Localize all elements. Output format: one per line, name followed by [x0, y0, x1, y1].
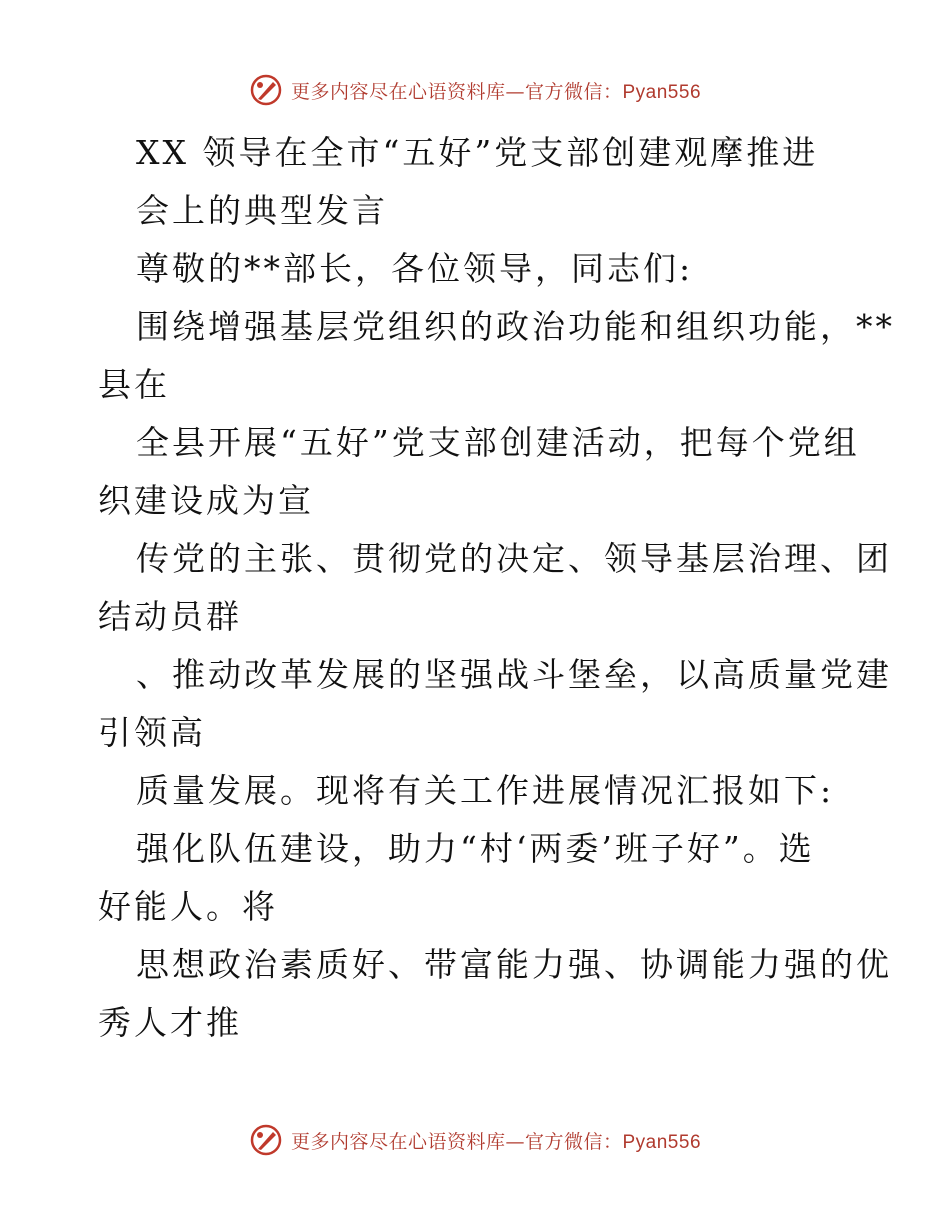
document-body — [98, 124, 895, 1052]
text-line: 质量发展。现将有关工作进展情况汇报如下: — [136, 771, 835, 810]
text-line: 围绕增强基层党组织的政治功能和组织功能，** — [136, 307, 895, 346]
text-line: 结动员群 — [98, 597, 242, 636]
footer-banner — [0, 1120, 950, 1160]
footer-banner-text: 更多内容尽在心语资料库—官方微信： — [290, 1130, 623, 1153]
text-line: XX 领导在全市“五好”党支部创建观摩推进 — [136, 133, 819, 172]
quill-pen-logo-icon — [249, 73, 283, 107]
text-line: 县在 — [98, 365, 170, 404]
quill-pen-logo-icon — [249, 1123, 283, 1157]
text-line: 传党的主张、贯彻党的决定、领导基层治理、团 — [136, 539, 892, 578]
text-line: 秀人才推 — [98, 1003, 242, 1042]
header-banner-text: 更多内容尽在心语资料库—官方微信： — [290, 80, 623, 103]
text-line: 、推动改革发展的坚强战斗堡垒，以高质量党建 — [136, 655, 892, 694]
text-line: 尊敬的**部长，各位领导，同志们: — [136, 249, 694, 288]
text-line: 织建设成为宣 — [98, 481, 314, 520]
text-line: 强化队伍建设，助力“村‘两委’班子好”。选 — [136, 829, 815, 868]
text-line: 全县开展“五好”党支部创建活动，把每个党组 — [136, 423, 860, 462]
text-line: 引领高 — [98, 713, 206, 752]
text-line: 会上的典型发言 — [136, 191, 388, 230]
header-banner — [0, 70, 950, 110]
header-wechat-id: Pyan556 — [622, 81, 702, 103]
text-line: 好能人。将 — [98, 887, 278, 926]
text-line: 思想政治素质好、带富能力强、协调能力强的优 — [136, 945, 892, 984]
footer-wechat-id: Pyan556 — [622, 1131, 702, 1153]
